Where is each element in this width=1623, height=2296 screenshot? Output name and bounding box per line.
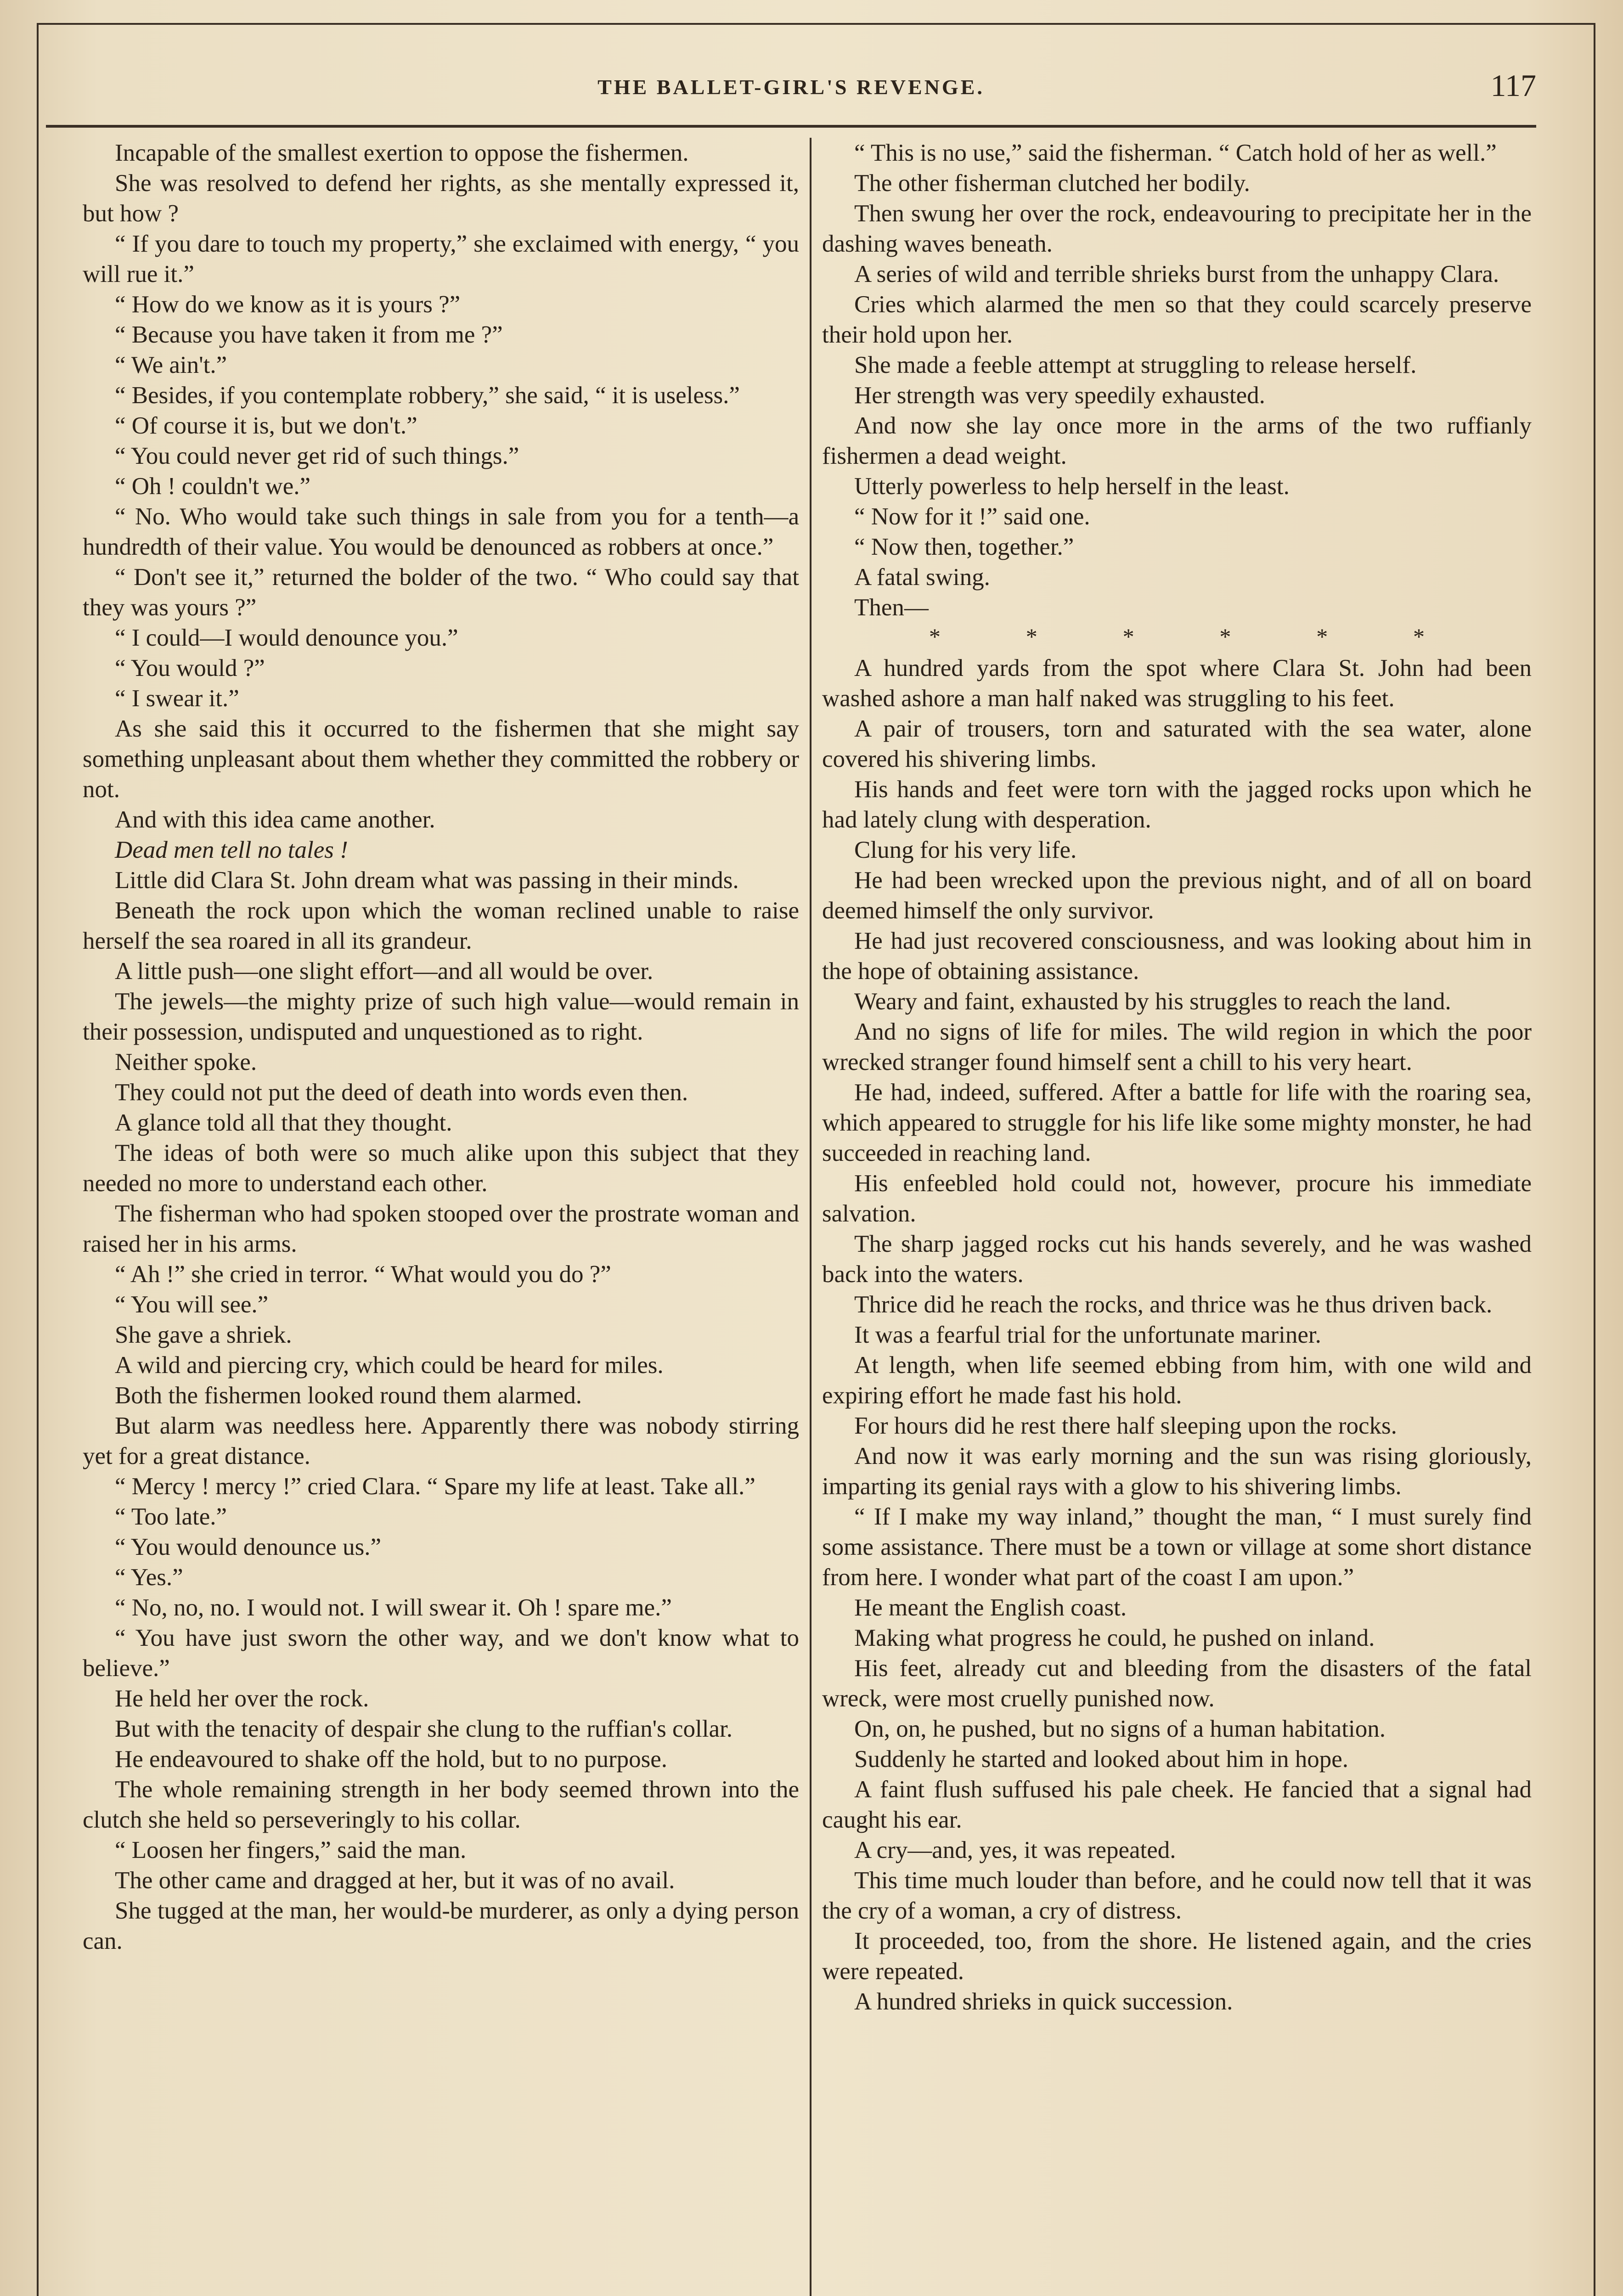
paragraph: Thrice did he reach the rocks, and thrice was he thus driven back. <box>854 1291 1493 1318</box>
paragraph: The jewels—the mighty prize of such high value—would remain in their possession, undisputed and unquestioned as to right. <box>83 988 799 1045</box>
paragraph: And now it was early morning and the sun was rising gloriously, imparting its genial rays with a glow to his shivering limbs. <box>822 1443 1532 1500</box>
paragraph: She gave a shriek. <box>115 1322 292 1348</box>
paragraph: The other came and dragged at her, but it was of no avail. <box>115 1867 675 1894</box>
paragraph: “ Too late.” <box>115 1503 227 1530</box>
asterisk: * <box>1413 624 1425 649</box>
paragraph: “ No. Who would take such things in sale from you for a tenth—a hundredth of their value. You would be denounced as robbers at once.” <box>83 503 799 560</box>
paragraph: A fatal swing. <box>854 564 990 591</box>
page-number: 117 <box>1490 68 1536 103</box>
paragraph: “ I could—I would denounce you.” <box>115 625 458 651</box>
paragraph: Then swung her over the rock, endeavouring to precipitate her in the dashing waves beneath. <box>822 200 1532 257</box>
section-break <box>822 623 1532 653</box>
paragraph: He had been wrecked upon the previous night, and of all on board deemed himself the only survivor. <box>822 867 1532 924</box>
paragraph: Making what progress he could, he pushed on inland. <box>854 1625 1375 1651</box>
paragraph: “ If I make my way inland,” thought the man, “ I must surely find some assistance. There must be a town or village at some short distance from here. I wonder what part of the coast I am upon.” <box>822 1503 1532 1591</box>
paragraph: Dead men tell no tales ! <box>115 837 348 863</box>
paragraph: “ How do we know as it is yours ?” <box>115 291 461 318</box>
paragraph: “ Oh ! couldn't we.” <box>115 473 311 500</box>
running-title: THE BALLET-GIRL'S REVENGE. <box>597 75 985 99</box>
left-column <box>83 138 799 2296</box>
paragraph: A series of wild and terrible shrieks burst from the unhappy Clara. <box>854 261 1499 287</box>
paragraph: “ Of course it is, but we don't.” <box>115 412 417 439</box>
paragraph: A hundred yards from the spot where Clara St. John had been washed ashore a man half naked was struggling to his feet. <box>822 655 1532 712</box>
paragraph: A hundred shrieks in quick succession. <box>854 1988 1233 2015</box>
paragraph: “ No, no, no. I would not. I will swear it. Oh ! spare me.” <box>115 1594 672 1621</box>
paragraph: “ You have just sworn the other way, and we don't know what to believe.” <box>83 1625 799 1682</box>
paragraph: The ideas of both were so much alike upon this subject that they needed no more to understand each other. <box>83 1140 799 1197</box>
paragraph: A faint flush suffused his pale cheek. He fancied that a signal had caught his ear. <box>822 1776 1532 1833</box>
paragraph: “ Besides, if you contemplate robbery,” she said, “ it is useless.” <box>115 382 740 409</box>
paragraph: His feet, already cut and bleeding from the disasters of the fatal wreck, were most cruelly punished now. <box>822 1655 1532 1712</box>
paragraph: She made a feeble attempt at struggling to release herself. <box>854 352 1417 378</box>
paragraph: “ Because you have taken it from me ?” <box>115 321 503 348</box>
paragraph: “ You will see.” <box>115 1291 269 1318</box>
right-column <box>822 138 1532 2296</box>
page-header <box>46 57 1536 113</box>
header-rule <box>46 125 1536 128</box>
right-column-part-two <box>822 653 1532 2017</box>
paragraph: As she said this it occurred to the fishermen that she might say something unpleasant about them whether they committed the robbery or not. <box>83 715 799 803</box>
asterisk: * <box>1316 624 1328 649</box>
paragraph: “ Now then, together.” <box>854 534 1074 560</box>
paragraph: “ Yes.” <box>115 1564 183 1591</box>
paragraph: A pair of trousers, torn and saturated with the sea water, alone covered his shivering limbs. <box>822 715 1532 772</box>
paragraph: The whole remaining strength in her body seemed thrown into the clutch she held so perseveringly to his collar. <box>83 1776 799 1833</box>
paragraph: And with this idea came another. <box>115 806 435 833</box>
paragraph: Then— <box>854 594 929 621</box>
paragraph: She tugged at the man, her would-be murderer, as only a dying person can. <box>83 1897 799 1954</box>
paragraph: At length, when life seemed ebbing from him, with one wild and expiring effort he made fast his hold. <box>822 1352 1532 1409</box>
asterisk: * <box>929 624 941 649</box>
paragraph: She was resolved to defend her rights, as she mentally expressed it, but how ? <box>83 170 799 227</box>
paragraph: His enfeebled hold could not, however, procure his immediate salvation. <box>822 1170 1532 1227</box>
paragraph: “ I swear it.” <box>115 685 239 712</box>
paragraph: Beneath the rock upon which the woman reclined unable to raise herself the sea roared in all its grandeur. <box>83 897 799 954</box>
paragraph: A wild and piercing cry, which could be heard for miles. <box>115 1352 664 1379</box>
paragraph: Cries which alarmed the men so that they could scarcely preserve their hold upon her. <box>822 291 1532 348</box>
paragraph: This time much louder than before, and he could now tell that it was the cry of a woman, a cry of distress. <box>822 1867 1532 1924</box>
paragraph: “ You would denounce us.” <box>115 1534 381 1560</box>
paragraph: “ Ah !” she cried in terror. “ What would you do ?” <box>115 1261 611 1288</box>
paragraph: He held her over the rock. <box>115 1685 369 1712</box>
paragraph: Weary and faint, exhausted by his struggles to reach the land. <box>854 988 1451 1015</box>
paragraph: He had, indeed, suffered. After a battle for life with the roaring sea, which appeared to struggle for his life like some mighty monster, he had succeeded in reaching land. <box>822 1079 1532 1166</box>
paragraph: A cry—and, yes, it was repeated. <box>854 1837 1176 1863</box>
column-divider <box>810 138 812 2296</box>
paragraph: He endeavoured to shake off the hold, but to no purpose. <box>115 1746 668 1773</box>
paragraph: “ Now for it !” said one. <box>854 503 1090 530</box>
paragraph: “ Don't see it,” returned the bolder of the two. “ Who could say that they was yours ?” <box>83 564 799 621</box>
paragraph: Her strength was very speedily exhausted. <box>854 382 1265 409</box>
paragraph: Incapable of the smallest exertion to oppose the fishermen. <box>115 140 689 166</box>
paragraph: Little did Clara St. John dream what was passing in their minds. <box>115 867 739 894</box>
paragraph: Utterly powerless to help herself in the least. <box>854 473 1290 500</box>
paragraph: The sharp jagged rocks cut his hands severely, and he was washed back into the waters. <box>822 1231 1532 1288</box>
paragraph: “ Loosen her fingers,” said the man. <box>115 1837 467 1863</box>
paragraph: “ If you dare to touch my property,” she exclaimed with energy, “ you will rue it.” <box>83 231 799 287</box>
paragraph: Suddenly he started and looked about him in hope. <box>854 1746 1348 1773</box>
paragraph: His hands and feet were torn with the jagged rocks upon which he had lately clung with desperation. <box>822 776 1532 833</box>
right-column-part-one <box>822 138 1532 623</box>
paragraph: For hours did he rest there half sleeping upon the rocks. <box>854 1412 1397 1439</box>
paragraph: “ You would ?” <box>115 655 265 681</box>
paragraph: And now she lay once more in the arms of the two ruffianly fishermen a dead weight. <box>822 412 1532 469</box>
paragraph: He had just recovered consciousness, and was looking about him in the hope of obtaining assistance. <box>822 928 1532 985</box>
paragraph: On, on, he pushed, but no signs of a human habitation. <box>854 1716 1386 1742</box>
paragraph: Clung for his very life. <box>854 837 1077 863</box>
paragraph: A glance told all that they thought. <box>115 1109 452 1136</box>
paragraph: And no signs of life for miles. The wild region in which the poor wrecked stranger found himself sent a chill to his very heart. <box>822 1019 1532 1075</box>
paragraph: But with the tenacity of despair she clung to the ruffian's collar. <box>115 1716 733 1742</box>
paragraph: “ Mercy ! mercy !” cried Clara. “ Spare my life at least. Take all.” <box>115 1473 755 1500</box>
paragraph: But alarm was needless here. Apparently there was nobody stirring yet for a great distance. <box>83 1412 799 1469</box>
paragraph: He meant the English coast. <box>854 1594 1127 1621</box>
paragraph: The fisherman who had spoken stooped over the prostrate woman and raised her in his arms. <box>83 1200 799 1257</box>
paragraph: “ This is no use,” said the fisherman. “ Catch hold of her as well.” <box>854 140 1497 166</box>
paragraph: “ You could never get rid of such things.” <box>115 443 519 469</box>
paragraph: It proceeded, too, from the shore. He listened again, and the cries were repeated. <box>822 1928 1532 1985</box>
paragraph: “ We ain't.” <box>115 352 227 378</box>
paragraph: Both the fishermen looked round them alarmed. <box>115 1382 582 1409</box>
paragraph: It was a fearful trial for the unfortunate mariner. <box>854 1322 1321 1348</box>
asterisk: * <box>1122 624 1134 649</box>
paragraph: They could not put the deed of death into words even then. <box>115 1079 688 1106</box>
asterisk: * <box>1219 624 1231 649</box>
paragraph: Neither spoke. <box>115 1049 257 1075</box>
paragraph: The other fisherman clutched her bodily. <box>854 170 1250 197</box>
paragraph: A little push—one slight effort—and all would be over. <box>115 958 654 985</box>
asterisk: * <box>1026 624 1037 649</box>
